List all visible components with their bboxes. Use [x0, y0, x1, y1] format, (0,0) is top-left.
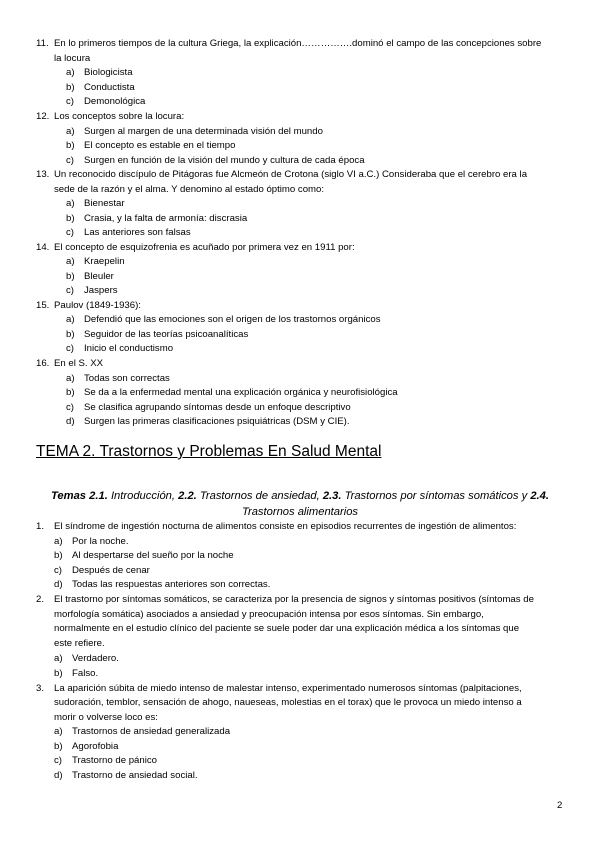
option-text: Falso. — [72, 667, 99, 679]
stem-line: morfología somática) asociados a ansiedad y preocupación intensa por esos síntomas. Sin embargo, — [54, 608, 484, 620]
question-stem — [54, 682, 556, 726]
option-letter: a) — [54, 726, 63, 737]
question-stem — [54, 299, 556, 314]
option-text: Se clasifica agrupando síntomas desde un enfoque descriptivo — [84, 401, 351, 413]
stem-line: sudoración, temblor, sensación de ahogo, naueseas, molestias en el torax) que le provoca un miedo intenso a — [54, 697, 522, 709]
topic-title: Trastornos por síntomas somáticos y — [344, 490, 528, 502]
stem-line: Los conceptos sobre la locura: — [54, 111, 185, 122]
option-letter: c) — [66, 401, 74, 413]
option-text: Trastorno de ansiedad social. — [72, 769, 198, 781]
topic-title: Introducción, — [110, 490, 175, 502]
temas-label: Temas — [51, 490, 87, 502]
option-text: Trastornos de ansiedad generalizada — [72, 726, 231, 737]
option-text: Todas son correctas — [84, 372, 170, 384]
option-text: Surgen al margen de una determinada visión del mundo — [84, 125, 323, 137]
option-text: Surgen en función de la visión del mundo y cultura de cada época — [84, 154, 365, 166]
option-text: Jaspers — [84, 285, 118, 296]
option-text: Trastorno de pánico — [72, 755, 157, 766]
stem-line: El trastorno por síntomas somáticos, se caracteriza por la presencia de signos y síntomas positivos (síntomas de — [54, 594, 534, 605]
option-letter: b) — [66, 140, 75, 151]
question-number: 13. — [36, 169, 50, 180]
stem-line: sede de la razón y el alma. Y denomino al estado óptimo como: — [54, 183, 325, 195]
stem-line: El síndrome de ingestión nocturna de alimentos consiste en episodios recurrentes de ingestión de alimentos: — [54, 521, 517, 532]
question-number: 15. — [36, 299, 50, 311]
option-text: El concepto es estable en el tiempo — [84, 140, 236, 151]
question-stem — [54, 37, 556, 66]
option-letter: a) — [66, 372, 75, 384]
option-text: Kraepelin — [84, 256, 125, 267]
option-letter: c) — [54, 564, 62, 576]
option-letter: c) — [66, 96, 74, 107]
stem-line: Un reconocido discípulo de Pitágoras fue Alcmeón de Crotona (siglo VI a.C.) Consideraba que el cerebro era la — [54, 169, 528, 180]
option-letter: b) — [66, 212, 75, 224]
question-stem — [54, 357, 556, 372]
option-letter: a) — [66, 198, 75, 209]
option-text: Surgen las primeras clasificaciones psiquiátricas (DSM y CIE). — [84, 416, 350, 427]
option-text: Inicio el conductismo — [84, 343, 174, 354]
option-text: Las anteriores son falsas — [84, 227, 191, 238]
stem-line: En el S. XX — [54, 358, 104, 369]
option-text: Verdadero. — [72, 653, 119, 664]
option-letter: c) — [66, 285, 74, 296]
option-letter: c) — [66, 154, 74, 166]
option-letter: b) — [54, 740, 63, 752]
option-letter: b) — [54, 550, 63, 561]
option-letter: b) — [66, 387, 75, 398]
option-letter: c) — [66, 343, 74, 354]
question-16 — [36, 357, 556, 372]
question-number: 1. — [36, 521, 45, 532]
option-text: Al despertarse del sueño por la noche — [72, 550, 234, 561]
option-text: Conductista — [84, 81, 135, 93]
section-heading: TEMA 2. Trastornos y Problemas En Salud Mental — [36, 443, 382, 460]
topic-title: Trastornos alimentarios — [241, 506, 359, 518]
option-text: Agorofobia — [72, 740, 119, 752]
option-text: Todas las respuestas anteriores son correctas. — [72, 579, 271, 590]
option-letter: a) — [54, 535, 63, 547]
option-letter: a) — [54, 653, 63, 664]
question-11 — [36, 37, 556, 66]
topic-title: Trastornos de ansiedad, — [199, 490, 320, 502]
option-text: Después de cenar — [72, 564, 150, 576]
option-letter: c) — [66, 227, 74, 238]
topic-number: 2.1. — [89, 490, 108, 502]
question-3 — [36, 682, 556, 726]
option-letter: b) — [54, 667, 63, 679]
question-number: 14. — [36, 241, 50, 253]
option-letter: a) — [66, 67, 75, 78]
option-letter: c) — [54, 755, 62, 766]
option-text: Seguidor de las teorías psicoanalíticas — [84, 328, 249, 340]
question-15 — [36, 299, 556, 314]
topic-number: 2.4. — [530, 490, 549, 502]
option-text: Por la noche. — [72, 535, 129, 547]
option-text: Se da a la enfermedad mental una explicación orgánica y neurofisiológica — [84, 387, 398, 398]
option-letter: a) — [66, 256, 75, 267]
question-14 — [36, 241, 556, 256]
stem-line: Paulov (1849-1936): — [54, 299, 141, 311]
stem-line: La aparición súbita de miedo intenso de malestar intenso, experimentado numerosos síntomas (palpitaciones, — [54, 682, 522, 694]
question-number: 16. — [36, 358, 50, 369]
option-letter: d) — [66, 416, 75, 427]
stem-line: este refiere. — [54, 637, 105, 649]
option-letter: b) — [66, 328, 75, 340]
option-text: Biologicista — [84, 67, 133, 78]
page-number: 2 — [557, 800, 563, 811]
question-12 — [36, 110, 556, 125]
topic-number: 2.3. — [322, 490, 342, 502]
question-stem — [54, 241, 556, 256]
question-13 — [36, 168, 556, 197]
option-text: Crasia, y la falta de armonía: discrasia — [84, 212, 248, 224]
option-letter: d) — [54, 769, 63, 781]
option-letter: b) — [66, 270, 75, 282]
option-letter: a) — [66, 314, 75, 325]
question-stem — [54, 110, 556, 125]
question-stem — [54, 520, 556, 535]
question-stem — [54, 593, 556, 651]
question-number: 3. — [36, 682, 45, 694]
question-2 — [36, 593, 556, 651]
stem-line: En lo primeros tiempos de la cultura Griega, la explicación…………….dominó el campo de las concepciones sobre — [54, 38, 542, 49]
stem-line: la locura — [54, 52, 91, 64]
option-text: Bleuler — [84, 270, 114, 282]
option-letter: b) — [66, 81, 75, 93]
stem-line: El concepto de esquizofrenia es acuñado por primera vez en 1911 por: — [54, 241, 355, 253]
option-letter: d) — [54, 579, 63, 590]
question-1 — [36, 520, 556, 535]
question-number: 11. — [36, 38, 49, 49]
stem-line: normalmente en el estudio clínico del paciente se suele poder dar una explicación médica a los síntomas que — [54, 623, 520, 635]
option-text: Defendió que las emociones son el origen de los trastornos orgánicos — [84, 314, 381, 325]
option-letter: a) — [66, 125, 75, 137]
question-number: 2. — [36, 594, 45, 605]
topic-number: 2.2. — [178, 490, 197, 502]
question-stem — [54, 168, 556, 197]
option-text: Bienestar — [84, 198, 125, 209]
question-number: 12. — [36, 111, 50, 122]
option-text: Demonológica — [84, 96, 146, 107]
topics-subtitle — [36, 488, 564, 520]
stem-line: morir o volverse loco es: — [54, 711, 158, 723]
